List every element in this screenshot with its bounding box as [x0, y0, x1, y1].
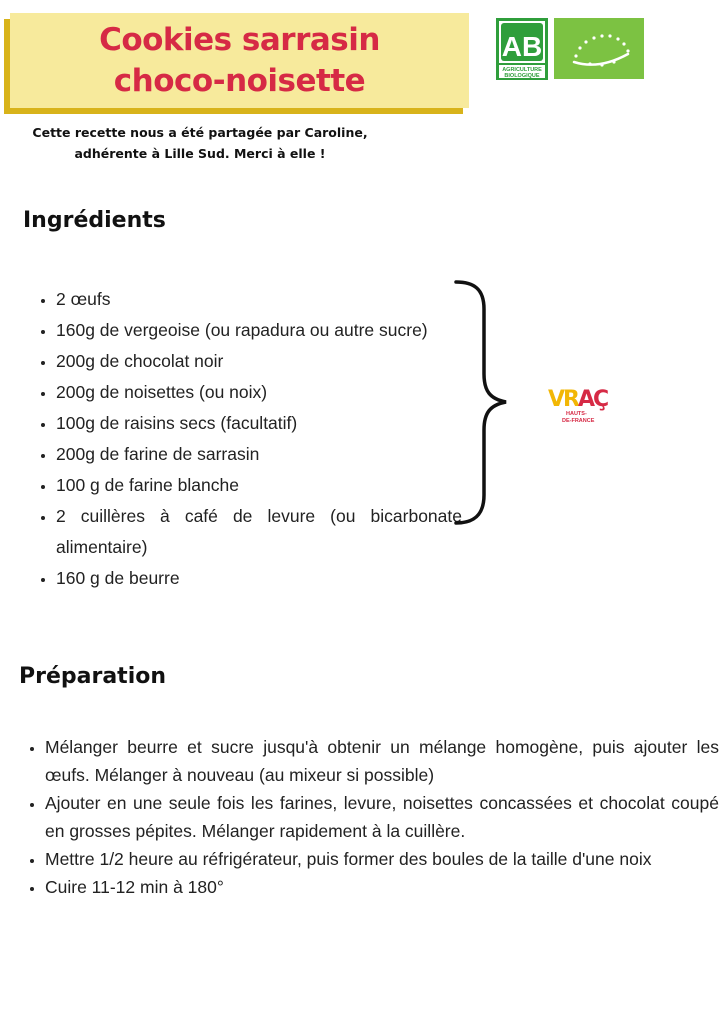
ingredient-item: • 2 cuillères à café de levure (ou bicarbonate alimentaire): [56, 501, 462, 563]
preparation-step: • Cuire 11-12 min à 180°: [45, 873, 719, 901]
credit-line-1: Cette recette nous a été partagée par Caroline,: [32, 125, 368, 140]
preparation-step: • Mettre 1/2 heure au réfrigérateur, puis former des boules de la taille d'une noix: [45, 845, 719, 873]
ingredient-item: • 200g de chocolat noir: [56, 346, 462, 377]
vrac-logo-caption-1: HAUTS-: [566, 411, 587, 417]
recipe-title-line-2: choco-noisette: [113, 62, 366, 99]
vrac-logo-caption-2: DE-FRANCE: [562, 418, 595, 424]
ingredient-item: • 160g de vergeoise (ou rapadura ou autre sucre): [56, 315, 462, 346]
ab-logo-caption-2: BIOLOGIQUE: [504, 73, 540, 79]
preparation-steps: [20, 733, 719, 901]
ingredient-item: • 100 g de farine blanche: [56, 470, 462, 501]
preparation-step: • Mélanger beurre et sucre jusqu'à obtenir un mélange homogène, puis ajouter les œufs. Mélanger à nouveau (au mixeur si possible): [45, 733, 719, 789]
ingredient-item: • 200g de noisettes (ou noix): [56, 377, 462, 408]
title-banner: [10, 13, 469, 108]
curly-brace-icon: [452, 279, 510, 526]
ingredient-item: • 160 g de beurre: [56, 563, 462, 594]
recipe-credit: [10, 122, 390, 164]
credit-line-2: adhérente à Lille Sud. Merci à elle !: [74, 146, 326, 161]
ab-organic-logo-icon: [496, 18, 548, 80]
preparation-step: • Ajouter en une seule fois les farines, levure, noisettes concassées et chocolat coupé en grosses pépites. Mélanger rapidement à la cuillère.: [45, 789, 719, 845]
ingredient-item: • 200g de farine de sarrasin: [56, 439, 462, 470]
recipe-title-line-1: Cookies sarrasin: [99, 21, 380, 58]
eu-organic-leaf-icon: [554, 18, 644, 79]
ingredients-heading: Ingrédients: [23, 208, 166, 233]
vrac-logo-text: VRAÇ: [548, 387, 608, 412]
vrac-logo-icon: [546, 380, 608, 426]
ab-logo-text: AB: [501, 31, 543, 62]
ingredient-item: • 100g de raisins secs (facultatif): [56, 408, 462, 439]
preparation-heading: Préparation: [19, 664, 167, 689]
ab-logo-caption-1: AGRICULTURE: [502, 67, 542, 73]
ingredients-list: [30, 284, 462, 594]
ingredient-item: • 2 œufs: [56, 284, 462, 315]
